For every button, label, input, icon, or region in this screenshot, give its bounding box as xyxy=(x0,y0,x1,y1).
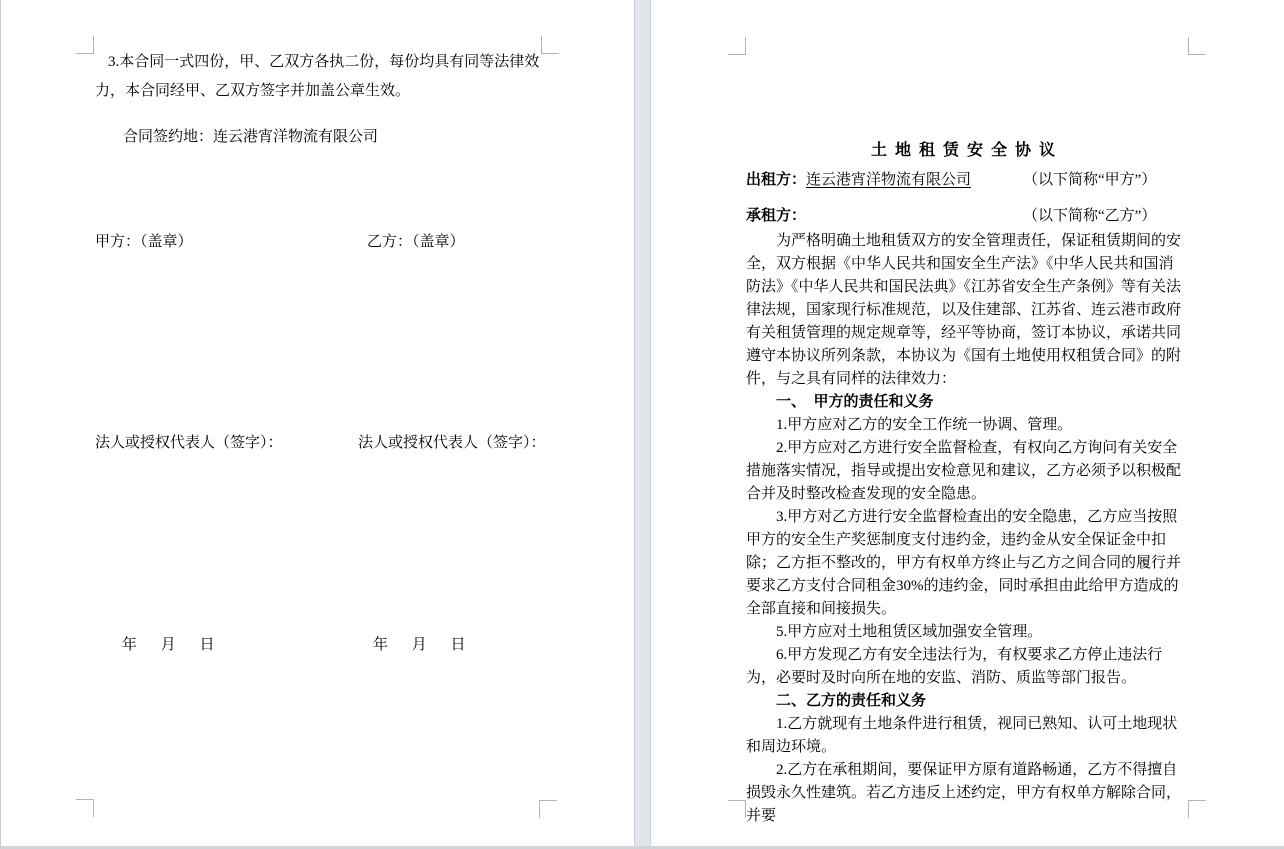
crop-mark-bottom-right xyxy=(539,800,557,818)
section-2-item: 1.乙方就现有土地条件进行租赁，视同已熟知、认可土地现状和周边环境。 xyxy=(746,716,1178,755)
date-line-a: 年 月 日 xyxy=(122,637,215,653)
rep-signature-a: 法人或授权代表人（签字）： xyxy=(95,435,283,451)
preamble-paragraph: 为严格明确土地租赁双方的安全管理责任，保证租赁期间的安全，双方根据《中华人民共和国安全生产法》《中华人民共和国消防法》《中华人民共和国民法典》《江苏省安全生产条例》等有关法律法规，国家现行标准规范，以及住建部、江苏省、连云港市政府有关租赁管理的规定规章等，经平等协商，签订本协议，承诺共同遵守本协议所列条款，本协议为《国有土地使用权租赁合同》的附件，与之具有同样的法律效力： xyxy=(746,233,1182,387)
crop-mark-top-left xyxy=(76,36,94,54)
page-2[interactable] xyxy=(651,0,1284,849)
crop-mark-bottom-right xyxy=(1188,800,1206,818)
lessor-alias: （以下简称“甲方”） xyxy=(1023,172,1157,188)
crop-mark-top-right xyxy=(541,36,559,54)
rep-signature-b: 法人或授权代表人（签字）： xyxy=(358,435,546,451)
section-2-heading: 二、乙方的责任和义务 xyxy=(776,693,927,709)
section-2-item: 2.乙方在承租期间，要保证甲方原有道路畅通，乙方不得擅自损毁永久性建筑。若乙方违反上述约定，甲方有权单方解除合同，并要 xyxy=(746,762,1182,824)
agreement-text-area xyxy=(746,140,1188,828)
section-1-item: 5.甲方应对土地租赁区域加强安全管理。 xyxy=(776,624,1043,640)
crop-mark-bottom-left xyxy=(728,800,746,818)
party-b-seal-line: 乙方：（盖章） xyxy=(367,234,465,250)
lessee-label: 承租方： xyxy=(746,208,807,224)
section-1-heading: 一、 甲方的责任和义务 xyxy=(776,394,934,410)
page-1[interactable] xyxy=(0,0,634,849)
lessor-company-name: 连云港宵洋物流有限公司 xyxy=(806,172,972,188)
contract-clause-3: 3.本合同一式四份，甲、乙双方各执二份，每份均具有同等法律效力，本合同经甲、乙双方签字并加盖公章生效。 xyxy=(95,54,540,99)
lessor-line xyxy=(746,169,1188,192)
section-1-item: 3.甲方对乙方进行安全监督检查出的安全隐患，乙方应当按照甲方的安全生产奖惩制度支付违约金，违约金从安全保证金中扣除；乙方拒不整改的，甲方有权单方终止与乙方之间合同的履行并要求乙方支付合同租金30%的违约金，同时承担由此给甲方造成的全部直接和间接损失。 xyxy=(746,509,1182,617)
lessor-label: 出租方： xyxy=(746,172,807,188)
lessee-alias: （以下简称“乙方”） xyxy=(1023,208,1157,224)
party-a-seal-line: 甲方：（盖章） xyxy=(95,234,193,250)
signing-place: 合同签约地：连云港宵洋物流有限公司 xyxy=(123,129,379,145)
section-1-item: 1.甲方应对乙方的安全工作统一协调、管理。 xyxy=(776,417,1073,433)
crop-mark-top-right xyxy=(1188,37,1206,55)
section-1-item: 6.甲方发现乙方有安全违法行为，有权要求乙方停止违法行为，必要时及时向所在地的安监、消防、质监等部门报告。 xyxy=(746,647,1163,686)
section-1-item: 2.甲方应对乙方进行安全监督检查，有权向乙方询问有关安全措施落实情况，指导或提出安检意见和建议，乙方必须予以积极配合并及时整改检查发现的安全隐患。 xyxy=(746,440,1182,502)
window-left-edge xyxy=(0,0,1,849)
date-line-b: 年 月 日 xyxy=(373,637,466,653)
agreement-title: 土地租赁安全协议 xyxy=(870,142,1063,159)
crop-mark-bottom-left xyxy=(76,799,94,817)
page-gutter xyxy=(634,0,651,849)
crop-mark-top-left xyxy=(728,37,746,55)
lessee-line xyxy=(746,205,1188,228)
